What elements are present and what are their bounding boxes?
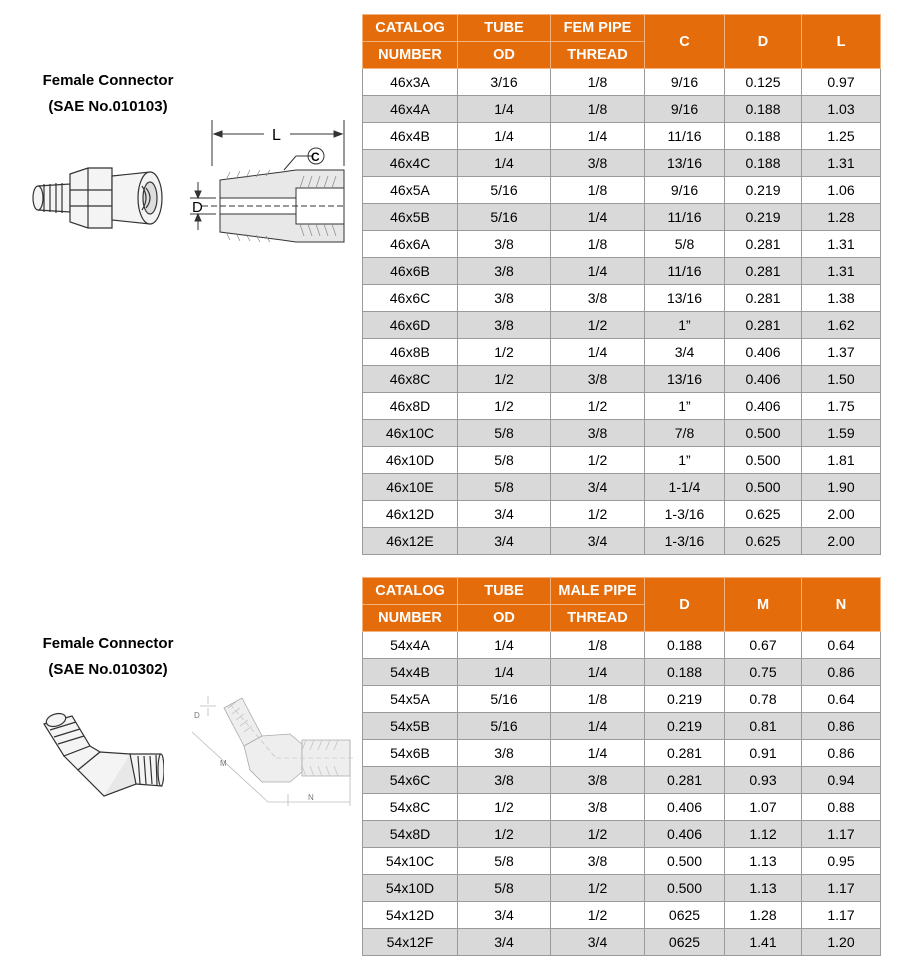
table-cell: 1/4 [551, 258, 645, 285]
table-cell: 46x6B [363, 258, 458, 285]
table-cell: 1/2 [551, 821, 645, 848]
table-cell: 3/8 [458, 285, 551, 312]
table-cell: 3/4 [645, 339, 725, 366]
table-row [363, 285, 881, 312]
table-cell: 1/4 [458, 632, 551, 659]
table-cell: 46x4A [363, 96, 458, 123]
table-cell: 9/16 [645, 69, 725, 96]
table-cell: 0.406 [725, 366, 802, 393]
table-cell: 1.31 [802, 150, 881, 177]
table-cell: 1/2 [458, 821, 551, 848]
table-cell: 1/8 [551, 177, 645, 204]
dimension-label-d2: D [194, 711, 200, 720]
table-cell: 1.59 [802, 420, 881, 447]
table-cell: 2.00 [802, 528, 881, 555]
table-cell: 9/16 [645, 177, 725, 204]
table-cell: 46x10D [363, 447, 458, 474]
section1-spec-table [362, 14, 881, 555]
table-cell: 1/8 [551, 632, 645, 659]
table-row [363, 501, 881, 528]
table-cell: 0.188 [725, 150, 802, 177]
dimension-label-d: D [192, 199, 203, 216]
table-row [363, 659, 881, 686]
table-cell: 0625 [645, 902, 725, 929]
table-cell: 0.94 [802, 767, 881, 794]
table-cell: 46x10E [363, 474, 458, 501]
table-cell: 0.64 [802, 686, 881, 713]
table-cell: 1.41 [725, 929, 802, 956]
table-row [363, 231, 881, 258]
table-row [363, 204, 881, 231]
table-cell: 3/8 [551, 420, 645, 447]
table-cell: 0.219 [725, 204, 802, 231]
table-row [363, 474, 881, 501]
table-cell: 3/8 [458, 740, 551, 767]
table-cell: 0.86 [802, 740, 881, 767]
table-cell: 0.500 [725, 474, 802, 501]
table-cell: 1.17 [802, 821, 881, 848]
elbow-connector-drawing [190, 694, 356, 806]
table-cell: 5/8 [645, 231, 725, 258]
table-cell: 1” [645, 393, 725, 420]
table-cell: 5/8 [458, 848, 551, 875]
table-cell: 1/4 [551, 339, 645, 366]
table-cell: 46x4C [363, 150, 458, 177]
table-cell: 1/4 [458, 96, 551, 123]
table-cell: 0.625 [725, 501, 802, 528]
table-cell: 7/8 [645, 420, 725, 447]
table-cell: 0.64 [802, 632, 881, 659]
table-cell: 1-3/16 [645, 501, 725, 528]
table-cell: 1.37 [802, 339, 881, 366]
header-tube: TUBE [458, 578, 551, 605]
table-row [363, 929, 881, 956]
header-catalog: CATALOG [363, 15, 458, 42]
header-c: C [645, 15, 725, 69]
table-cell: 1/8 [551, 686, 645, 713]
table-cell: 1.75 [802, 393, 881, 420]
header-l: L [802, 15, 881, 69]
table-cell: 3/8 [458, 258, 551, 285]
table-cell: 54x12D [363, 902, 458, 929]
table-row [363, 821, 881, 848]
table-row [363, 366, 881, 393]
table-cell: 54x12F [363, 929, 458, 956]
table-cell: 54x4B [363, 659, 458, 686]
table-cell: 54x8D [363, 821, 458, 848]
table-cell: 0.281 [725, 285, 802, 312]
table-cell: 1/2 [458, 393, 551, 420]
table-cell: 3/8 [458, 312, 551, 339]
table-cell: 1.31 [802, 231, 881, 258]
table-cell: 0.406 [645, 794, 725, 821]
table-cell: 54x10C [363, 848, 458, 875]
header-n: N [802, 578, 881, 632]
table-row [363, 150, 881, 177]
table-cell: 1/2 [458, 339, 551, 366]
table-cell: 46x6A [363, 231, 458, 258]
table-cell: 46x8D [363, 393, 458, 420]
table-cell: 5/16 [458, 177, 551, 204]
table-cell: 3/4 [458, 929, 551, 956]
straight-connector-photo [30, 148, 175, 248]
table-cell: 0.281 [725, 312, 802, 339]
table-cell: 46x10C [363, 420, 458, 447]
table-cell: 0.500 [645, 875, 725, 902]
table-cell: 3/8 [458, 767, 551, 794]
table-cell: 0.188 [645, 632, 725, 659]
table-cell: 3/8 [551, 150, 645, 177]
table-cell: 1.03 [802, 96, 881, 123]
table-cell: 3/16 [458, 69, 551, 96]
table-cell: 46x12E [363, 528, 458, 555]
table-cell: 46x5A [363, 177, 458, 204]
table-cell: 3/8 [551, 366, 645, 393]
header-tube: TUBE [458, 15, 551, 42]
table-cell: 1/2 [551, 447, 645, 474]
section1-title [18, 68, 198, 120]
table-cell: 13/16 [645, 150, 725, 177]
table-cell: 1-3/16 [645, 528, 725, 555]
table-cell: 54x10D [363, 875, 458, 902]
table-cell: 13/16 [645, 285, 725, 312]
table-cell: 3/8 [458, 231, 551, 258]
table-row [363, 312, 881, 339]
table-cell: 54x4A [363, 632, 458, 659]
table-cell: 1.81 [802, 447, 881, 474]
table-cell: 46x12D [363, 501, 458, 528]
header-m: M [725, 578, 802, 632]
table-row [363, 632, 881, 659]
table-cell: 1/4 [458, 150, 551, 177]
table-cell: 1/8 [551, 69, 645, 96]
table-cell: 1.07 [725, 794, 802, 821]
table-cell: 0.125 [725, 69, 802, 96]
table-cell: 0.406 [725, 393, 802, 420]
table-row [363, 740, 881, 767]
table-cell: 1.50 [802, 366, 881, 393]
table-row [363, 528, 881, 555]
header-od: OD [458, 42, 551, 69]
table-cell: 5/8 [458, 474, 551, 501]
table-cell: 3/8 [551, 285, 645, 312]
table-cell: 0.188 [725, 123, 802, 150]
table-row [363, 902, 881, 929]
table-cell: 0.219 [645, 686, 725, 713]
table-cell: 1/2 [551, 312, 645, 339]
table-cell: 0625 [645, 929, 725, 956]
section2-title-sae: (SAE No.010302) [48, 661, 168, 678]
table-cell: 1.25 [802, 123, 881, 150]
section2-title [18, 631, 198, 683]
table-cell: 0.406 [725, 339, 802, 366]
table-cell: 9/16 [645, 96, 725, 123]
table-cell: 0.86 [802, 713, 881, 740]
table-row [363, 713, 881, 740]
header-d: D [645, 578, 725, 632]
header-d: D [725, 15, 802, 69]
table-cell: 1.17 [802, 902, 881, 929]
table-row [363, 875, 881, 902]
table-cell: 1/2 [458, 794, 551, 821]
table-cell: 0.406 [645, 821, 725, 848]
table-cell: 3/4 [458, 501, 551, 528]
header-thread: THREAD [551, 605, 645, 632]
header-thread: THREAD [551, 42, 645, 69]
table-row [363, 258, 881, 285]
table-cell: 11/16 [645, 204, 725, 231]
table-cell: 5/8 [458, 447, 551, 474]
table-cell: 1/2 [551, 875, 645, 902]
table-cell: 13/16 [645, 366, 725, 393]
table-cell: 46x6D [363, 312, 458, 339]
table-cell: 3/4 [551, 474, 645, 501]
table-cell: 46x8B [363, 339, 458, 366]
table-cell: 0.500 [645, 848, 725, 875]
table-row [363, 339, 881, 366]
section1-title-name: Female Connector [42, 72, 174, 89]
table-cell: 1/2 [551, 393, 645, 420]
elbow-connector-photo [34, 704, 164, 804]
table-cell: 1/2 [551, 501, 645, 528]
header-number: NUMBER [363, 605, 458, 632]
table-row [363, 848, 881, 875]
table-cell: 1.12 [725, 821, 802, 848]
table-cell: 11/16 [645, 258, 725, 285]
table-cell: 1.38 [802, 285, 881, 312]
table-cell: 1.20 [802, 929, 881, 956]
dimension-label-n: N [308, 793, 314, 802]
table-cell: 54x6C [363, 767, 458, 794]
table-row [363, 794, 881, 821]
table-cell: 5/16 [458, 713, 551, 740]
table-cell: 0.81 [725, 713, 802, 740]
header-catalog: CATALOG [363, 578, 458, 605]
table-row [363, 96, 881, 123]
table-cell: 1-1/4 [645, 474, 725, 501]
table-cell: 0.219 [645, 713, 725, 740]
table-cell: 1.90 [802, 474, 881, 501]
table-cell: 5/8 [458, 420, 551, 447]
table-cell: 0.188 [725, 96, 802, 123]
table-cell: 1.13 [725, 848, 802, 875]
table-cell: 1.17 [802, 875, 881, 902]
table-cell: 54x6B [363, 740, 458, 767]
table-cell: 1.28 [725, 902, 802, 929]
table-cell: 1/4 [551, 123, 645, 150]
table-cell: 5/16 [458, 204, 551, 231]
header-number: NUMBER [363, 42, 458, 69]
table-cell: 0.625 [725, 528, 802, 555]
table-cell: 46x3A [363, 69, 458, 96]
table-cell: 1.31 [802, 258, 881, 285]
table-cell: 46x8C [363, 366, 458, 393]
table-cell: 0.86 [802, 659, 881, 686]
table-cell: 1/8 [551, 231, 645, 258]
header-pipe: FEM PIPE [551, 15, 645, 42]
section2-spec-table [362, 577, 881, 956]
header-od: OD [458, 605, 551, 632]
table-row [363, 686, 881, 713]
table-cell: 0.95 [802, 848, 881, 875]
table-cell: 0.281 [725, 231, 802, 258]
table-cell: 54x5B [363, 713, 458, 740]
table-cell: 0.97 [802, 69, 881, 96]
table-cell: 1.13 [725, 875, 802, 902]
section2-title-name: Female Connector [42, 635, 174, 652]
table-cell: 0.281 [725, 258, 802, 285]
table-cell: 3/8 [551, 767, 645, 794]
dimension-label-l: L [272, 127, 281, 144]
table-cell: 0.78 [725, 686, 802, 713]
table-row [363, 177, 881, 204]
table-cell: 1/2 [551, 902, 645, 929]
table-row [363, 420, 881, 447]
table-row [363, 123, 881, 150]
table-cell: 1/4 [551, 713, 645, 740]
table-cell: 3/4 [551, 929, 645, 956]
table-cell: 46x4B [363, 123, 458, 150]
table-row [363, 69, 881, 96]
table-cell: 0.188 [645, 659, 725, 686]
table-row [363, 767, 881, 794]
table-cell: 1/4 [551, 204, 645, 231]
header-pipe: MALE PIPE [551, 578, 645, 605]
table-cell: 0.75 [725, 659, 802, 686]
table-cell: 0.281 [645, 767, 725, 794]
table-cell: 1.06 [802, 177, 881, 204]
table-cell: 1/4 [551, 740, 645, 767]
table-cell: 3/8 [551, 848, 645, 875]
straight-connector-drawing [186, 118, 352, 250]
dimension-label-m: M [220, 759, 227, 768]
table-cell: 1/4 [458, 123, 551, 150]
table-cell: 0.500 [725, 420, 802, 447]
table-cell: 1/2 [458, 366, 551, 393]
table-cell: 1” [645, 447, 725, 474]
dimension-label-c: C [311, 150, 320, 164]
table-cell: 3/8 [551, 794, 645, 821]
table-cell: 0.281 [645, 740, 725, 767]
table-cell: 3/4 [458, 902, 551, 929]
table-cell: 0.219 [725, 177, 802, 204]
table-cell: 5/8 [458, 875, 551, 902]
table-cell: 2.00 [802, 501, 881, 528]
table-cell: 0.91 [725, 740, 802, 767]
section1-title-sae: (SAE No.010103) [48, 98, 168, 115]
table-cell: 3/4 [458, 528, 551, 555]
table-cell: 11/16 [645, 123, 725, 150]
table-cell: 3/4 [551, 528, 645, 555]
table-cell: 1.28 [802, 204, 881, 231]
table-cell: 54x5A [363, 686, 458, 713]
table-cell: 1.62 [802, 312, 881, 339]
table-cell: 0.67 [725, 632, 802, 659]
table-cell: 0.88 [802, 794, 881, 821]
table-cell: 1/8 [551, 96, 645, 123]
table-cell: 46x6C [363, 285, 458, 312]
table-cell: 0.93 [725, 767, 802, 794]
table-cell: 1/4 [551, 659, 645, 686]
table-row [363, 447, 881, 474]
table-cell: 1/4 [458, 659, 551, 686]
table-cell: 5/16 [458, 686, 551, 713]
table-cell: 0.500 [725, 447, 802, 474]
table-cell: 46x5B [363, 204, 458, 231]
table-cell: 1” [645, 312, 725, 339]
table-cell: 54x8C [363, 794, 458, 821]
table-row [363, 393, 881, 420]
